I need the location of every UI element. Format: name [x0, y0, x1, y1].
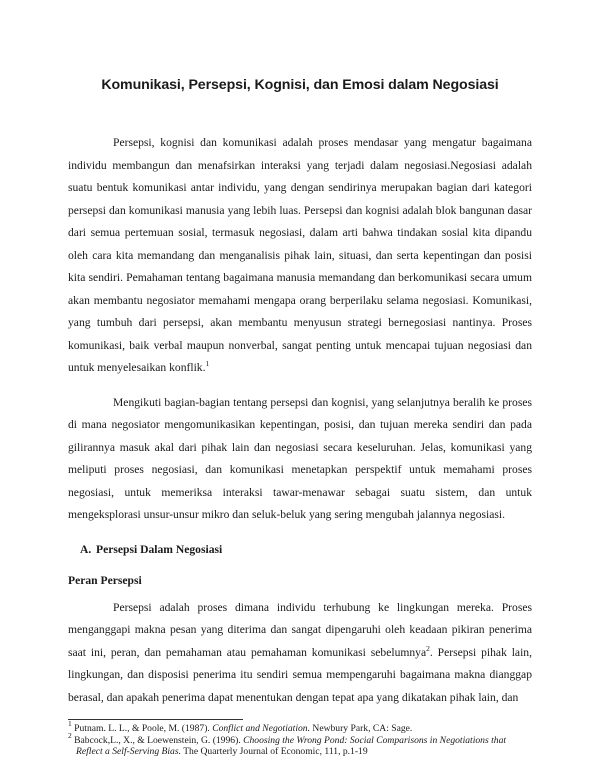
- footnote-2-authors: Babcock,L., X., & Loewenstein, G. (1996).: [71, 734, 244, 746]
- footnote-2-title-continued: Reflect a Self-Serving Bias.: [76, 746, 181, 758]
- footnote-divider: [68, 719, 243, 720]
- section-number: A.: [80, 542, 92, 556]
- document-title: Komunikasi, Persepsi, Kognisi, dan Emosi dalam Negosiasi: [101, 77, 499, 93]
- footnote-2: [68, 730, 532, 747]
- footnote-ref-2[interactable]: 2: [426, 643, 430, 653]
- footnote-1-number: 1: [68, 719, 72, 728]
- footnotes: [68, 719, 532, 758]
- section-label: Persepsi Dalam Negosiasi: [96, 542, 223, 556]
- paragraph-intro-text: Persepsi, kognisi dan komunikasi adalah proses mendasar yang mengatur bagaimana individu membangun dan menafsirkan interaksi yang terjadi dalam negosiasi.Negosiasi adalah suatu bentuk komunikasi antar individu, yang dengan sendirinya merupakan bagian dari kategori persepsi dan komunikasi manusia yang lebih luas. Persepsi dan kognisi adalah blok bangunan dasar dari semua pertemuan sosial, termasuk negosiasi, dalam arti bahwa tindakan sosial kita dipandu oleh cara kita memandang dan menganalisis pihak lain, situasi, dan serta kepentingan dan posisi kita sendiri. Pemahaman tentang bagaimana manusia memandang dan berkomunikasi secara umum akan membantu negosiator memahami mengapa orang berperilaku selama negosiasi. Komunikasi, yang tumbuh dari persepsi, akan membantu menyusun strategi bernegosiasi nantinya. Proses komunikasi, baik verbal maupun nonverbal, sangat penting untuk mencapai tujuan negosiasi dan untuk menyelesaikan konflik.: [68, 136, 532, 374]
- footnote-1-publisher: Newbury Park, CA: Sage.: [310, 723, 413, 734]
- footnote-ref-1[interactable]: 1: [205, 359, 210, 368]
- footnote-1-title: Conflict and Negotiation.: [212, 723, 310, 734]
- footnote-2-number: 2: [68, 730, 72, 740]
- paragraph-perception-text-b: . Persepsi pihak lain, lingkungan, dan disposisi penerima itu sendiri semua mempengaruhi bagaimana makna dianggap berasal, dan apakah penerima dapat menentukan dengan tepat apa yang dikatakan pihak lain, dan: [68, 645, 532, 704]
- section-heading: [80, 541, 532, 559]
- paragraph-perception-text-a: Persepsi adalah proses dimana individu terhubung ke lingkungan mereka. Proses menganggapi makna pesan yang diterima dan sangat dipengaruhi oleh keadaan pikiran penerima saat ini, peran, dan pemahaman atau pemahaman komunikasi sebelumnya: [68, 600, 532, 659]
- subheading: Peran Persepsi: [68, 573, 142, 587]
- footnote-2-title: Choosing the Wrong Pond: Social Comparisons in Negotiations that: [243, 734, 507, 746]
- paragraph-communication: Mengikuti bagian-bagian tentang persepsi dan kognisi, yang selanjutnya beralih ke proses di mana negosiator mengomunikasikan kepentingan, posisi, dan tujuan mereka sendiri dan pada gilirannya masuk akal dari pihak lain dan negosiasi secara keseluruhan. Jelas, komunikasi yang meliputi proses negosiasi, dan komunikasi menetapkan perspektif untuk memahami proses negosiasi, untuk memeriksa interaksi tawar-menawar sebagai suatu sistem, dan untuk mengeksplorasi unsur-unsur mikro dan seluk-beluk yang sering mengubah jalannya negosiasi.: [68, 395, 532, 521]
- footnote-1-authors: Putnam. L. L., & Poole, M. (1987).: [71, 723, 213, 734]
- footnote-2-continued: [68, 746, 532, 758]
- paragraph-perception: [68, 597, 532, 710]
- paragraph-intro: [68, 132, 532, 380]
- footnote-1: [68, 719, 532, 735]
- footnote-2-journal: The Quarterly Journal of Economic, 111, p.1-19: [180, 746, 368, 758]
